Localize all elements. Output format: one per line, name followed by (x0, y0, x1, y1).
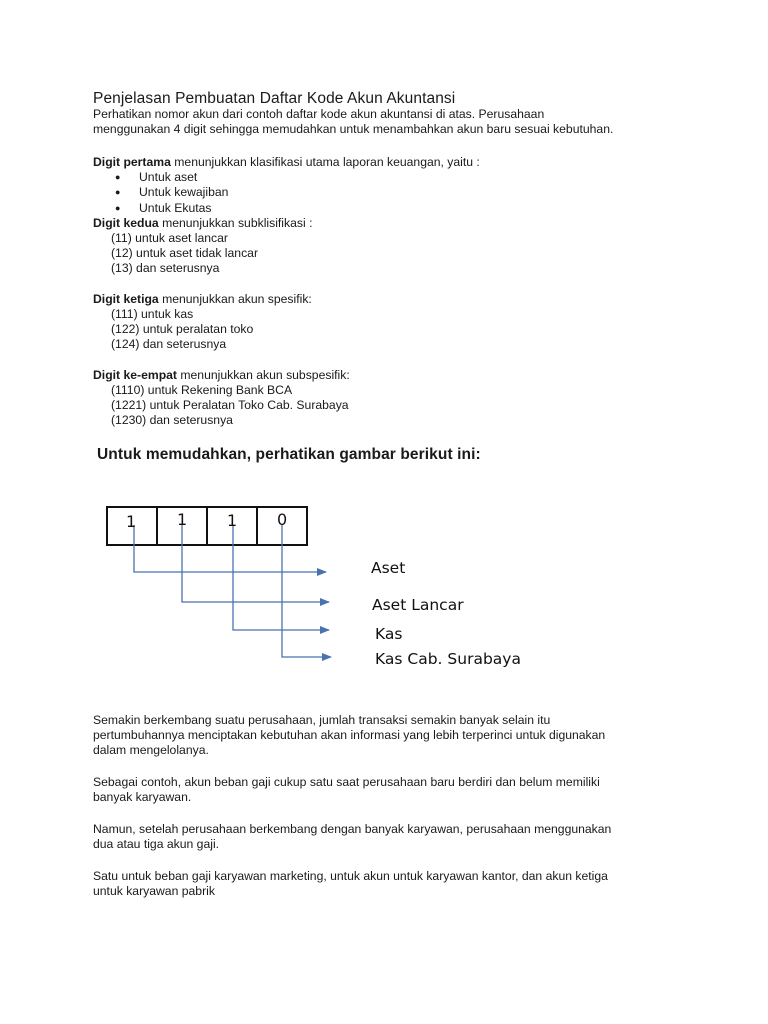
list-item: (111) untuk kas (111, 307, 194, 321)
digit-1: 1 (126, 512, 137, 531)
list-item: (13) dan seterusnya (111, 261, 220, 275)
paragraph-line: banyak karyawan. (93, 790, 192, 805)
bullet-icon: ● (115, 187, 121, 198)
intro-line: menggunakan 4 digit sehingga memudahkan untuk menambahkan akun baru sesuai kebutuhan. (93, 122, 614, 137)
digit-3: 1 (227, 511, 238, 530)
connector-arrow-4 (282, 525, 331, 657)
paragraph-line: Namun, setelah perusahaan berkembang dengan banyak karyawan, perusahaan menggunakan (93, 822, 612, 836)
digit3-heading (93, 292, 683, 307)
paragraph-1 (93, 713, 683, 759)
intro-paragraph (93, 107, 683, 137)
digit1-list (115, 170, 228, 216)
diagram-label-aset: Aset (371, 559, 406, 577)
paragraph-line: Semakin berkembang suatu perusahaan, jumlah transaksi semakin banyak selain itu (93, 713, 551, 727)
digit-4: 0 (277, 510, 288, 529)
list-item: (11) untuk aset lancar (111, 231, 228, 245)
list-item: ● Untuk aset (115, 170, 198, 184)
bullet-icon: ● (115, 202, 121, 213)
digit2-label: Digit kedua (93, 216, 159, 230)
list-item: (1221) untuk Peralatan Toko Cab. Surabaya (111, 398, 349, 412)
list-item: ● Untuk kewajiban (115, 185, 229, 200)
digit1-text: menunjukkan klasifikasi utama laporan keuangan, yaitu : (170, 155, 480, 169)
intro-line: Perhatikan nomor akun dari contoh daftar kode akun akuntansi di atas. Perusahaan (93, 107, 545, 121)
digit3-text: menunjukkan akun spesifik: (158, 292, 312, 306)
digit4-list (111, 383, 349, 428)
paragraph-line: dua atau tiga akun gaji. (93, 837, 220, 852)
diagram-label-kas-cab-surabaya: Kas Cab. Surabaya (375, 650, 521, 668)
connector-arrow-2 (182, 525, 329, 602)
diagram-label-kas: Kas (375, 625, 403, 643)
list-item: ● Untuk Ekutas (115, 200, 212, 215)
paragraph-line: Sebagai contoh, akun beban gaji cukup satu saat perusahaan baru berdiri dan belum memiliki (93, 775, 600, 789)
list-item: (1230) dan seterusnya (111, 413, 233, 427)
list-item: (1110) untuk Rekening Bank BCA (111, 383, 293, 397)
list-item: (122) untuk peralatan toko (111, 322, 254, 336)
digit2-list (111, 231, 258, 276)
diagram-label-aset-lancar: Aset Lancar (372, 596, 464, 614)
diagram-heading: Untuk memudahkan, perhatikan gambar berikut ini: (97, 446, 481, 463)
paragraph-line: dalam mengelolanya. (93, 743, 209, 758)
digit1-label: Digit pertama (93, 155, 171, 169)
paragraph-line: pertumbuhannya menciptakan kebutuhan akan informasi yang lebih terperinci untuk digunakan (93, 728, 606, 743)
list-item: (124) dan seterusnya (111, 337, 227, 351)
bullet-icon: ● (115, 172, 121, 182)
paragraph-2 (93, 775, 683, 805)
paragraph-4 (93, 869, 683, 899)
list-item: (12) untuk aset tidak lancar (111, 246, 259, 260)
paragraph-line: Satu untuk beban gaji karyawan marketing, untuk akun untuk karyawan kantor, dan akun ketiga (93, 869, 608, 883)
paragraph-3 (93, 822, 683, 852)
digit2-text: menunjukkan subklisifikasi : (158, 216, 313, 230)
digit4-text: menunjukkan akun subspesifik: (176, 368, 350, 382)
document-title: Penjelasan Pembuatan Daftar Kode Akun Akuntansi (93, 90, 456, 107)
digit-2: 1 (177, 510, 188, 529)
digit3-list (111, 307, 253, 352)
digit4-label: Digit ke-empat (93, 368, 177, 382)
digit4-heading (93, 368, 683, 383)
digit1-heading (93, 155, 683, 170)
digit2-heading (93, 216, 683, 231)
paragraph-line: untuk karyawan pabrik (93, 884, 215, 899)
connector-arrow-1 (134, 525, 326, 572)
connector-arrow-3 (233, 525, 329, 630)
digit3-label: Digit ketiga (93, 292, 159, 306)
